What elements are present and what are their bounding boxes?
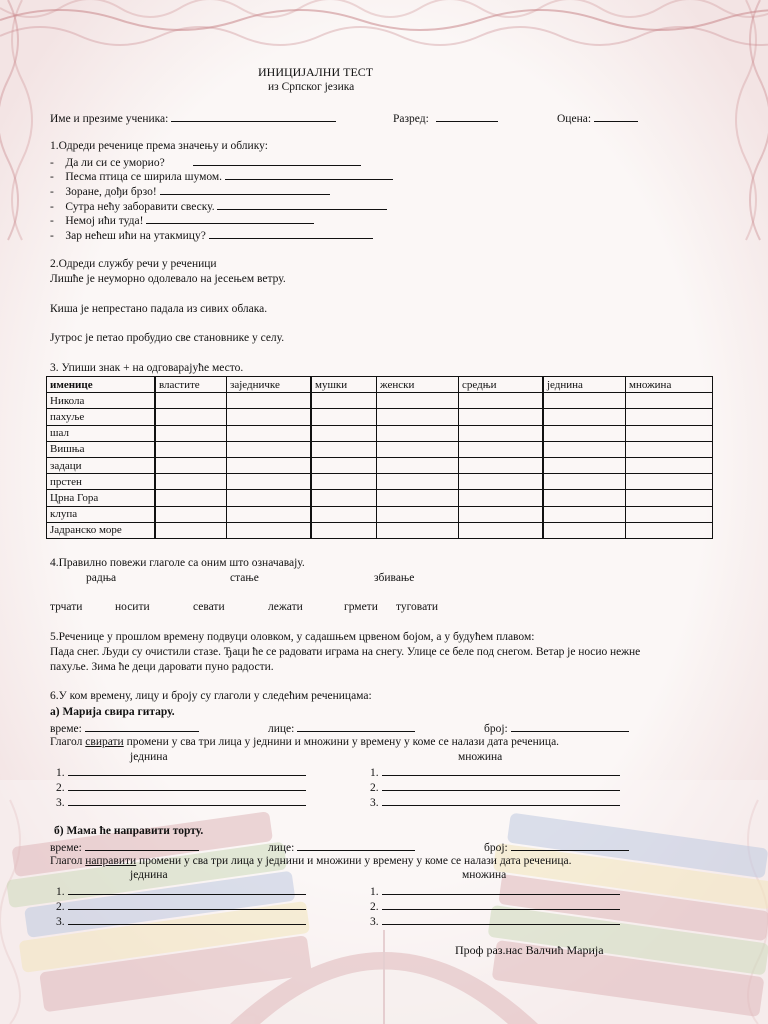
table-row	[47, 522, 713, 538]
q1-item: - Да ли си се уморио?	[50, 155, 361, 170]
table-cell[interactable]	[626, 409, 713, 425]
table-cell[interactable]	[459, 425, 544, 441]
table-cell[interactable]	[377, 457, 459, 473]
page-title: ИНИЦИЈАЛНИ ТЕСТ	[258, 65, 374, 79]
q4-category[interactable]: збивање	[374, 572, 415, 584]
q1-item: - Сутра нећу заборавити свеску.	[50, 199, 387, 214]
table-cell[interactable]	[227, 457, 312, 473]
person-field[interactable]	[297, 721, 415, 732]
noun-classification-table	[46, 376, 713, 539]
table-row	[47, 474, 713, 490]
table-cell[interactable]	[227, 474, 312, 490]
table-cell[interactable]	[377, 409, 459, 425]
person-field[interactable]	[297, 840, 415, 851]
q1-answer-field[interactable]	[193, 155, 361, 166]
table-cell[interactable]	[377, 474, 459, 490]
plural-label: множина	[458, 751, 503, 763]
answer-field[interactable]	[382, 899, 620, 910]
singular-label: једнина	[130, 869, 168, 881]
table-row-label: прстен	[47, 474, 156, 490]
table-header-cell: мушки	[311, 377, 377, 393]
answer-field[interactable]	[382, 765, 620, 776]
table-cell[interactable]	[377, 393, 459, 409]
table-cell[interactable]	[155, 506, 227, 522]
table-cell[interactable]	[626, 457, 713, 473]
table-row	[47, 409, 713, 425]
student-name-label: Име и презиме ученика:	[50, 113, 169, 125]
table-cell[interactable]	[459, 441, 544, 457]
answer-field[interactable]	[68, 884, 306, 895]
q1-answer-field[interactable]	[146, 213, 314, 224]
q5-text-line: пахуље. Зима ће деци даровати пуно радости.	[50, 661, 274, 673]
table-cell[interactable]	[543, 441, 626, 457]
student-name-field[interactable]	[171, 111, 336, 122]
table-row-label: Вишња	[47, 441, 156, 457]
table-row-label: пахуље	[47, 409, 156, 425]
q2-sentence: Јутрос је петао пробудио све становнике у селу.	[50, 332, 285, 344]
class-row	[393, 111, 498, 126]
q1-heading: 1.Одреди реченице према значењу и облику:	[50, 140, 268, 152]
answer-field[interactable]	[68, 795, 306, 806]
grade-label: Оцена:	[557, 113, 592, 125]
grade-field[interactable]	[594, 111, 638, 122]
q2-heading: 2.Одреди службу речи у реченици	[50, 258, 217, 270]
table-cell[interactable]	[311, 474, 377, 490]
q1-answer-field[interactable]	[225, 169, 393, 180]
table-row-label: Никола	[47, 393, 156, 409]
table-cell[interactable]	[377, 522, 459, 538]
answer-line: 1.	[370, 765, 620, 780]
answer-line: 1.	[56, 884, 306, 899]
table-header-cell: именице	[47, 377, 156, 393]
table-cell[interactable]	[155, 457, 227, 473]
table-row	[47, 490, 713, 506]
table-cell[interactable]	[311, 441, 377, 457]
table-cell[interactable]	[459, 506, 544, 522]
table-header-cell: властите	[155, 377, 227, 393]
table-row	[47, 457, 713, 473]
table-cell[interactable]	[377, 506, 459, 522]
number-field[interactable]	[511, 840, 629, 851]
table-cell[interactable]	[227, 393, 312, 409]
answer-field[interactable]	[68, 780, 306, 791]
q4-verb[interactable]: лежати	[268, 601, 303, 613]
table-cell[interactable]	[155, 522, 227, 538]
table-cell[interactable]	[227, 409, 312, 425]
table-cell[interactable]	[543, 522, 626, 538]
table-cell[interactable]	[311, 409, 377, 425]
table-row	[47, 441, 713, 457]
q3-heading: 3. Упиши знак + на одговарајуће место.	[50, 362, 244, 374]
table-cell[interactable]	[626, 393, 713, 409]
table-row	[47, 506, 713, 522]
table-cell[interactable]	[459, 474, 544, 490]
table-cell[interactable]	[543, 474, 626, 490]
q1-item: - Немој ићи туда!	[50, 213, 314, 228]
table-cell[interactable]	[626, 425, 713, 441]
q6a-person-row: лице:	[268, 721, 415, 736]
q2-sentence: Киша је непрестано падала из сивих облака.	[50, 303, 268, 315]
table-row-label: клупа	[47, 506, 156, 522]
table-cell[interactable]	[543, 457, 626, 473]
answer-field[interactable]	[382, 780, 620, 791]
q1-answer-field[interactable]	[217, 199, 387, 210]
table-cell[interactable]	[459, 393, 544, 409]
q4-category[interactable]: стање	[230, 572, 259, 584]
answer-field[interactable]	[382, 795, 620, 806]
answer-field[interactable]	[68, 765, 306, 776]
table-cell[interactable]	[155, 409, 227, 425]
time-field[interactable]	[85, 840, 199, 851]
q1-item: - Песма птица се ширила шумом.	[50, 169, 393, 184]
q6a-time-row: време:	[50, 721, 199, 736]
answer-field[interactable]	[68, 899, 306, 910]
table-cell[interactable]	[459, 457, 544, 473]
table-header-cell: женски	[377, 377, 459, 393]
table-row	[47, 425, 713, 441]
table-cell[interactable]	[155, 474, 227, 490]
table-header-cell: средњи	[459, 377, 544, 393]
table-cell[interactable]	[459, 490, 544, 506]
table-cell[interactable]	[377, 490, 459, 506]
class-label: Разред:	[393, 113, 429, 125]
q6-heading: 6.У ком времену, лицу и броју су глаголи у следећим реченицама:	[50, 690, 372, 702]
table-cell[interactable]	[227, 522, 312, 538]
table-cell[interactable]	[311, 425, 377, 441]
singular-label: једнина	[130, 751, 168, 763]
q6a-instruction: Глагол свирати промени у сва три лица у једнини и множини у времену у коме се налази дата реченица.	[50, 736, 560, 748]
table-cell[interactable]	[155, 393, 227, 409]
table-cell[interactable]	[155, 490, 227, 506]
q4-verb[interactable]: грмети	[344, 601, 378, 613]
q1-answer-field[interactable]	[209, 228, 373, 239]
q1-answer-field[interactable]	[160, 184, 330, 195]
table-cell[interactable]	[543, 393, 626, 409]
table-header-cell: множина	[626, 377, 713, 393]
table-cell[interactable]	[626, 506, 713, 522]
q6b-time-row: време:	[50, 840, 199, 855]
q5-heading: 5.Реченице у прошлом времену подвуци оловком, у садашњем црвеном бојом, а у будућем плавом:	[50, 631, 535, 643]
teacher-signature: Проф раз.нас Валчић Марија	[455, 943, 604, 957]
answer-line: 2.	[370, 899, 620, 914]
q6a-number-row: број:	[484, 721, 629, 736]
q4-verb[interactable]: туговати	[396, 601, 439, 613]
table-cell[interactable]	[543, 490, 626, 506]
q6a-title: а) Марија свира гитару.	[50, 706, 175, 718]
number-field[interactable]	[511, 721, 629, 732]
table-cell[interactable]	[311, 457, 377, 473]
table-cell[interactable]	[377, 425, 459, 441]
table-row-label: Јадранско море	[47, 522, 156, 538]
table-cell[interactable]	[155, 441, 227, 457]
q4-heading: 4.Правилно повежи глаголе са оним што означавају.	[50, 557, 305, 569]
table-cell[interactable]	[311, 506, 377, 522]
plural-label: множина	[462, 869, 507, 881]
table-cell[interactable]	[626, 490, 713, 506]
answer-line: 3.	[370, 914, 620, 929]
table-cell[interactable]	[626, 474, 713, 490]
q4-category[interactable]: радња	[86, 572, 117, 584]
table-cell[interactable]	[311, 490, 377, 506]
answer-line: 2.	[56, 780, 306, 795]
table-cell[interactable]	[543, 506, 626, 522]
table-cell[interactable]	[227, 441, 312, 457]
table-cell[interactable]	[459, 522, 544, 538]
table-cell[interactable]	[227, 490, 312, 506]
table-row	[47, 393, 713, 409]
q6b-title: б) Мама ће направити торту.	[54, 825, 204, 837]
table-cell[interactable]	[311, 393, 377, 409]
q5-text-line: Пада снег. Људи су очистили стазе. Ђаци ће се радовати играма на снегу. Улице се беле под снегом. Ветар је носио нежне	[50, 646, 641, 658]
table-cell[interactable]	[227, 425, 312, 441]
table-header-cell: заједничке	[227, 377, 312, 393]
table-cell[interactable]	[377, 441, 459, 457]
class-field[interactable]	[436, 111, 498, 122]
table-cell[interactable]	[227, 506, 312, 522]
answer-field[interactable]	[382, 914, 620, 925]
answer-line: 1.	[370, 884, 620, 899]
student-name-row	[50, 111, 336, 126]
table-row-label: задаци	[47, 457, 156, 473]
time-field[interactable]	[85, 721, 199, 732]
table-header-row	[47, 377, 713, 393]
table-cell[interactable]	[459, 409, 544, 425]
q1-item: - Зар нећеш ићи на утакмицу?	[50, 228, 373, 243]
table-row-label: шал	[47, 425, 156, 441]
q6b-instruction: Глагол направити промени у сва три лица у једнини и множини у времену у коме се налази дата реченица.	[50, 855, 572, 867]
q4-verb[interactable]: носити	[115, 601, 150, 613]
answer-line: 3.	[370, 795, 620, 810]
table-cell[interactable]	[311, 522, 377, 538]
page-subtitle: из Српског језика	[268, 81, 355, 93]
q4-verb[interactable]: севати	[193, 601, 225, 613]
answer-line: 2.	[56, 899, 306, 914]
q2-sentence: Лишће је неуморно одолевало на јесењем ветру.	[50, 273, 286, 285]
q6b-number-row: број:	[484, 840, 629, 855]
answer-line: 1.	[56, 765, 306, 780]
answer-line: 3.	[56, 795, 306, 810]
table-cell[interactable]	[626, 441, 713, 457]
q6b-person-row: лице:	[268, 840, 415, 855]
table-cell[interactable]	[626, 522, 713, 538]
table-cell[interactable]	[155, 425, 227, 441]
q4-verb[interactable]: трчати	[50, 601, 83, 613]
answer-field[interactable]	[68, 914, 306, 925]
answer-line: 2.	[370, 780, 620, 795]
answer-line: 3.	[56, 914, 306, 929]
table-row-label: Црна Гора	[47, 490, 156, 506]
table-header-cell: једнина	[543, 377, 626, 393]
answer-field[interactable]	[382, 884, 620, 895]
table-cell[interactable]	[543, 425, 626, 441]
grade-row	[557, 111, 638, 126]
table-cell[interactable]	[543, 409, 626, 425]
q1-item: - Зоране, дођи брзо!	[50, 184, 330, 199]
